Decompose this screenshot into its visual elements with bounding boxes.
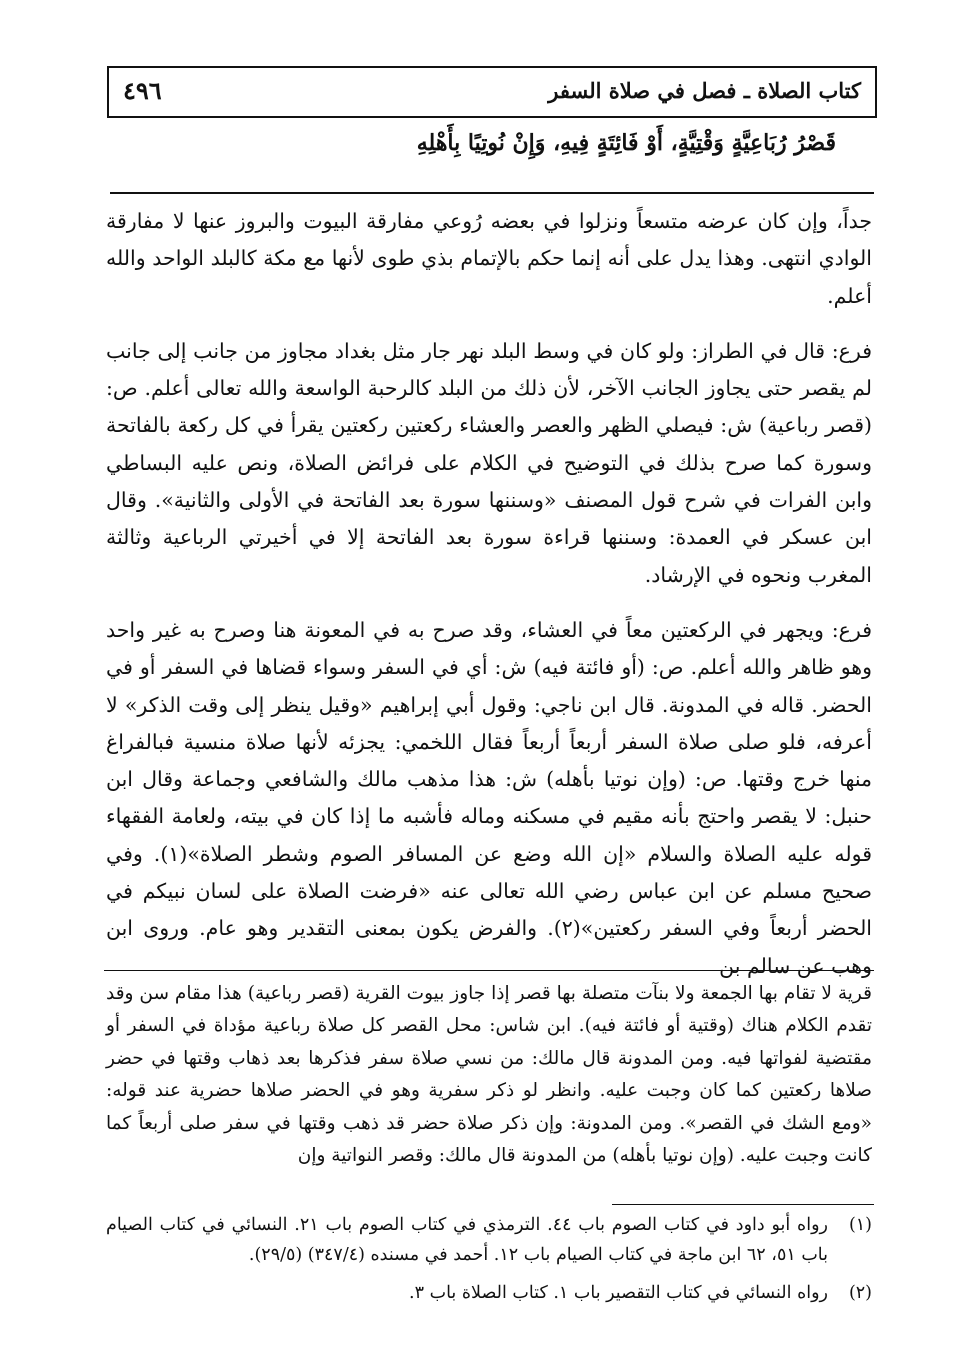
commentary-paragraph: جداً، وإن كان عرضه متسعاً ونزلوا في بعضه رُوعي مفارقة البيوت والبروز عنها لا مفارقة الوادي انتهى. وهذا يدل على أنه إنما حكم بالإتمام بذي طوى لأنها مع مكة كالبلد الواحد والله أعلم. (106, 209, 872, 308)
footnote-text: رواه النسائي في كتاب التقصير باب ١. كتاب الصلاة باب ٣. (409, 1283, 828, 1303)
commentary-paragraph: فرع: ويجهر في الركعتين معاً في العشاء، وقد صرح به في المعونة هنا وصرح به غير واحد وهو ظاهر والله أعلم. ص: (أو فائتة فيه) ش: أي في السفر وسواء قضاها في السفر أو في الحضر. قاله في المدونة. قال ابن ناجي: وقول أبي إبراهيم «وقيل ينظر إلى وقت الذكر» لا أعرفه، فلو صلى صلاة السفر أربعاً أربعاً فقال اللخمي: يجزئه لأنها صلاة منسية فبالفراغ منها خرج وقتها. ص: (وإن نوتيا بأهله) ش: هذا مذهب مالك والشافعي وجماعة وقال ابن حنبل: لا يقصر واحتج بأنه مقيم في مسكنه وماله فأشبه ما إذا كان في بيته، ولعامة الفقهاء قوله عليه الصلاة والسلام «إن الله وضع عن المسافر الصوم وشطر الصلاة»(١). وفي صحيح مسلم عن ابن عباس رضي الله تعالى عنه «فرضت الصلاة على لسان نبيكم في الحضر أربعاً وفي السفر ركعتين»(٢). والفرض يكون بمعنى التقدير وهو عام. وروى ابن وهب عن سالم بن (106, 617, 873, 978)
footnote-number: (١) (848, 1215, 872, 1235)
commentary-section (106, 203, 872, 985)
secondary-commentary (106, 978, 872, 1172)
sharh-divider (104, 970, 874, 971)
matn-text: قَصْرُ رُبَاعِيَّةٍ وَقْتِيَّةٍ، أَوْ فَائِتَةٍ فِيهِ، وَإِنْ نُوتِيًا بِأَهْلِهِ (416, 130, 836, 156)
commentary-paragraph: فرع: قال في الطراز: ولو كان في وسط البلد نهر جار مثل بغداد مجاوز من جانب إلى جانب لم يقصر حتى يجاوز الجانب الآخر، لأن ذلك من البلد كالرحبة الواسعة والله تعالى أعلم. ص: (قصر رباعية) ش: فيصلي الظهر والعصر والعشاء ركعتين ركعتين يقرأ في كل ركعة بالفاتحة وسورة كما صرح بذلك في التوضيح في الكلام على فرائض الصلاة، ونص عليه البساطي وابن الفرات في شرح قول المصنف «وسننها سورة بعد الفاتحة في الأولى والثانية». وقال ابن عسكر في العمدة: وسننها قراءة سورة بعد الفاتحة إلا في أخيرتي الرباعية وثالثة المغرب ونحوه في الإرشاد. (106, 338, 872, 587)
running-header (107, 66, 877, 118)
footnote-number: (٢) (848, 1283, 872, 1303)
page-number: ٤٩٦ (123, 76, 162, 105)
top-divider (110, 192, 874, 194)
footnote-divider (612, 1204, 874, 1205)
chapter-title: كتاب الصلاة ـ فصل في صلاة السفر (548, 78, 861, 103)
footnote-text: رواه أبو داود في كتاب الصوم باب ٤٤. الترمذي في كتاب الصوم باب ٢١. النسائي في كتاب الصيام باب ٥١، ٦٢ ابن ماجة في كتاب الصيام باب ١٢. أحمد في مسنده (٣٤٧/٤) (٢٩/٥). (106, 1215, 828, 1265)
footnote-item (106, 1278, 872, 1308)
footnotes-section (106, 1210, 872, 1308)
sharh-paragraph: قرية لا تقام بها الجمعة ولا بنآت متصلة بها قصر إذا جاوز بيوت القرية (قصر رباعية) هذا مقام سن وقد تقدم الكلام هناك (وقتية أو فائتة فيه). ابن شاس: محل القصر كل صلاة رباعية مؤداة في السفر أو مقتضية لفواتها فيه. ومن المدونة قال مالك: من نسي صلاة سفر فذكرها بعد ذهاب وقتها في حضر صلاها ركعتين كما كان وجبت عليه. وانظر لو ذكر سفرية وهو في الحضر صلاها حضرية عند قوله: «ومع الشك في القصر». ومن المدونة: وإن ذكر صلاة حضر قد ذهب وقتها في سفر صلى أربعاً كما كانت وجبت عليه. (وإن نوتيا بأهله) من المدونة قال مالك: وقصر النواتية وإن (106, 983, 872, 1167)
footnote-item (106, 1210, 872, 1270)
